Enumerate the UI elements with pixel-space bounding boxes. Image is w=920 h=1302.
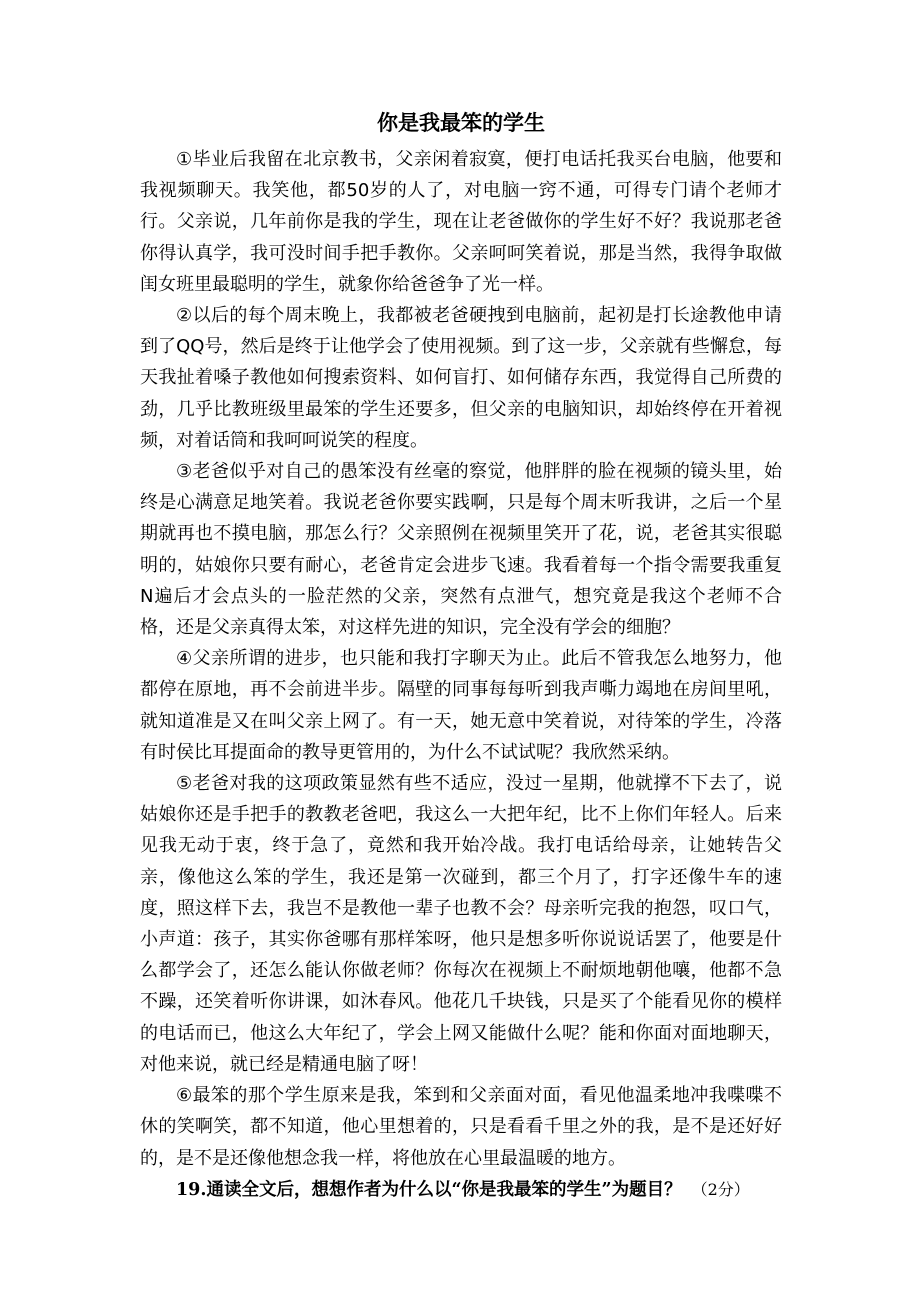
- paragraph-3: ③老爸似乎对自己的愚笨没有丝毫的察觉，他胖胖的脸在视频的镜头里，始终是心满意足地笑着。我说老爸你要实践啊，只是每个周末听我讲，之后一个星期就再也不摸电脑，那怎么行？父亲照例在视频里笑开了花，说，老爸其实很聪明的，姑娘你只要有耐心，老爸肯定会进步飞速。我看着每一个指令需要我重复N遍后才会点头的一脸茫然的父亲，突然有点泄气，想究竟是我这个老师不合格，还是父亲真得太笨，对这样先进的知识，完全没有学会的细胞？: [140, 461, 782, 639]
- question-text: 19.通读全文后，想想作者为什么以“你是我最笨的学生”为题目？: [176, 1179, 682, 1200]
- paragraph-2: ②以后的每个周末晚上，我都被老爸硬拽到电脑前，起初是打长途教他申请到了QQ号，然后是终于让他学会了使用视频。到了这一步，父亲就有些懈怠，每天我扯着嗓子教他如何搜索资料、如何盲打、如何储存东西，我觉得自己所费的劲，几乎比教班级里最笨的学生还要多，但父亲的电脑知识，却始终停在开着视频，对着话筒和我呵呵说笑的程度。: [140, 305, 782, 451]
- paragraph-6: ⑥最笨的那个学生原来是我，笨到和父亲面对面，看见他温柔地冲我喋喋不休的笑啊笑，都不知道，他心里想着的，只是看看千里之外的我，是不是还好好的，是不是还像他想念我一样，将他放在心里最温暖的地方。: [140, 1085, 782, 1169]
- paragraph-5: ⑤老爸对我的这项政策显然有些不适应，没过一星期，他就撑不下去了，说姑娘你还是手把手的教教老爸吧，我这么一大把年纪，比不上你们年轻人。后来见我无动于衷，终于急了，竟然和我开始冷战。我打电话给母亲，让她转告父亲，像他这么笨的学生，我还是第一次碰到，都三个月了，打字还像牛车的速度，照这样下去，我岂不是教他一辈子也教不会？母亲听完我的抱怨，叹口气，小声道：孩子，其实你爸哪有那样笨呀，他只是想多听你说说话罢了，他要是什么都学会了，还怎么能认你做老师？你每次在视频上不耐烦地朝他嚷，他都不急不躁，还笑着听你讲课，如沐春风。他花几千块钱，只是买了个能看见你的模样的电话而已，他这么大年纪了，学会上网又能做什么呢？能和你面对面地聊天，对他来说，就已经是精通电脑了呀！: [140, 773, 782, 1075]
- paragraph-4: ④父亲所谓的进步，也只能和我打字聊天为止。此后不管我怎么地努力，他都停在原地，再不会前进半步。隔壁的同事每每听到我声嘶力竭地在房间里吼，就知道准是又在叫父亲上网了。有一天，她无意中笑着说，对待笨的学生，冷落有时侯比耳提面命的教导更管用的，为什么不试试呢？我欣然采纳。: [140, 648, 782, 763]
- document-page: [140, 106, 782, 1206]
- question-19: [140, 1174, 782, 1206]
- article-title: 你是我最笨的学生: [377, 111, 545, 135]
- question-score: （2分）: [691, 1179, 750, 1199]
- paragraph-1: ①毕业后我留在北京教书，父亲闲着寂寞，便打电话托我买台电脑，他要和我视频聊天。我笑他，都50岁的人了，对电脑一窍不通，可得专门请个老师才行。父亲说，几年前你是我的学生，现在让老爸做你的学生好不好？我说那老爸你得认真学，我可没时间手把手教你。父亲呵呵笑着说，那是当然，我得争取做闺女班里最聪明的学生，就象你给爸爸争了光一样。: [140, 149, 782, 295]
